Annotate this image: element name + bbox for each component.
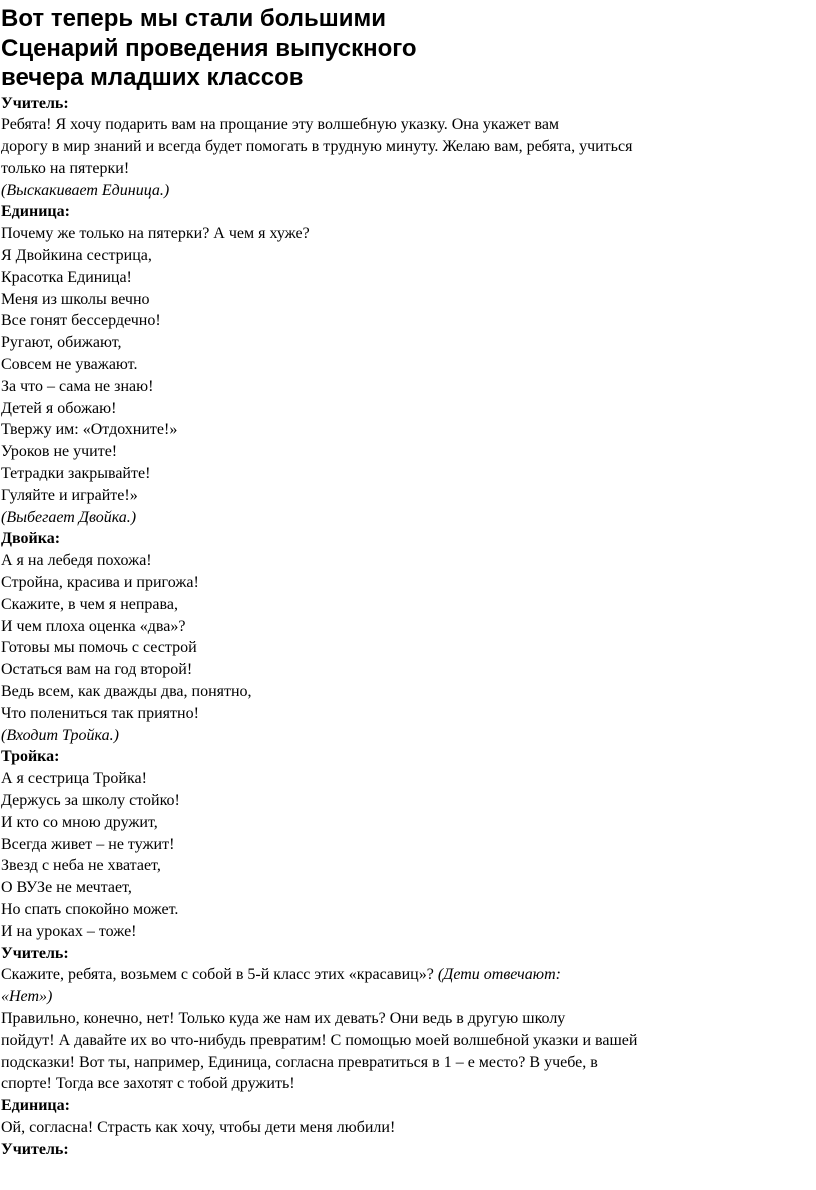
dialogue-line: Всегда живет – не тужит! bbox=[1, 835, 175, 853]
dialogue-line: Я Двойкина сестрица, bbox=[1, 247, 152, 265]
dialogue-line: Гуляйте и играйте!» bbox=[1, 486, 138, 504]
dialogue-line: Скажите, в чем я неправа, bbox=[1, 595, 178, 613]
title-line: Вот теперь мы стали большими bbox=[1, 5, 387, 32]
dialogue-line: Все гонят бессердечно! bbox=[1, 312, 161, 330]
speaker-label: Учитель: bbox=[1, 1140, 69, 1158]
dialogue-line: За что – сама не знаю! bbox=[1, 377, 154, 395]
dialogue-text: Скажите, ребята, возьмем с собой в 5-й класс этих «красавиц»? bbox=[1, 966, 438, 984]
dialogue-line: О ВУЗе не мечтает, bbox=[1, 879, 132, 897]
dialogue-line: Правильно, конечно, нет! Только куда же нам их девать? Они ведь в другую школу bbox=[1, 1009, 566, 1027]
stage-direction: (Дети отвечают: bbox=[437, 966, 561, 984]
dialogue-line: только на пятерки! bbox=[1, 159, 130, 177]
dialogue-line: Держусь за школу стойко! bbox=[1, 792, 180, 809]
speaker-label: Тройка: bbox=[1, 748, 60, 766]
stage-direction: (Входит Тройка.) bbox=[1, 726, 119, 744]
dialogue-line: Почему же только на пятерки? А чем я хуже? bbox=[1, 225, 310, 243]
dialogue-line: Стройна, красива и пригожа! bbox=[1, 574, 199, 592]
dialogue-line: Ребята! Я хочу подарить вам на прощание эту волшебную указку. Она укажет вам bbox=[1, 116, 560, 134]
document-title bbox=[0, 4, 816, 93]
dialogue-line: Уроков не учите! bbox=[1, 443, 118, 461]
dialogue-line: Ой, согласна! Страсть как хочу, чтобы дети меня любили! bbox=[1, 1118, 396, 1136]
dialogue-line: Готовы мы помочь с сестрой bbox=[1, 639, 197, 657]
dialogue-line: Ведь всем, как дважды два, понятно, bbox=[1, 683, 252, 701]
stage-direction: (Выбегает Двойка.) bbox=[1, 508, 137, 526]
stage-direction: «Нет») bbox=[1, 988, 53, 1006]
dialogue-line: И на уроках – тоже! bbox=[1, 922, 137, 940]
title-line: вечера младших классов bbox=[1, 64, 304, 91]
dialogue-line: пойдут! А давайте их во что-нибудь превратим! С помощью моей волшебной указки и вашей bbox=[1, 1031, 638, 1049]
speaker-label: Учитель: bbox=[1, 94, 69, 112]
title-line: Сценарий проведения выпускного bbox=[1, 34, 417, 62]
dialogue-line: А я на лебедя похожа! bbox=[1, 552, 152, 570]
speaker-label: Единица: bbox=[1, 1097, 70, 1115]
stage-direction: (Выскакивает Единица.) bbox=[1, 181, 170, 199]
dialogue-line bbox=[1, 964, 816, 986]
dialogue-line: Тетрадки закрывайте! bbox=[1, 465, 151, 483]
script-text bbox=[0, 93, 816, 1161]
speaker-label: Учитель: bbox=[1, 944, 69, 962]
dialogue-line: И чем плоха оценка «два»? bbox=[1, 617, 186, 635]
dialogue-line: Меня из школы вечно bbox=[1, 290, 150, 308]
speaker-label: Двойка: bbox=[1, 530, 61, 548]
dialogue-line: спорте! Тогда все захотят с тобой дружить! bbox=[1, 1075, 295, 1093]
dialogue-line: Твержу им: «Отдохните!» bbox=[1, 421, 178, 439]
dialogue-line: Красотка Единица! bbox=[1, 268, 132, 286]
speaker-label: Единица: bbox=[1, 203, 70, 221]
dialogue-line: А я сестрица Тройка! bbox=[1, 770, 147, 788]
dialogue-line: Но спать спокойно может. bbox=[1, 900, 179, 918]
dialogue-line: подсказки! Вот ты, например, Единица, согласна превратиться в 1 – е место? В учебе, в bbox=[1, 1053, 598, 1071]
dialogue-line: Ругают, обижают, bbox=[1, 334, 122, 352]
dialogue-line: Звезд с неба не хватает, bbox=[1, 857, 161, 875]
dialogue-line: Совсем не уважают. bbox=[1, 356, 138, 374]
dialogue-line: дорогу в мир знаний и всегда будет помогать в трудную минуту. Желаю вам, ребята, учиться bbox=[1, 138, 633, 156]
dialogue-line: И кто со мною дружит, bbox=[1, 813, 158, 831]
dialogue-line: Детей я обожаю! bbox=[1, 399, 117, 417]
dialogue-line: Что полениться так приятно! bbox=[1, 704, 199, 722]
dialogue-line: Остаться вам на год второй! bbox=[1, 661, 193, 679]
